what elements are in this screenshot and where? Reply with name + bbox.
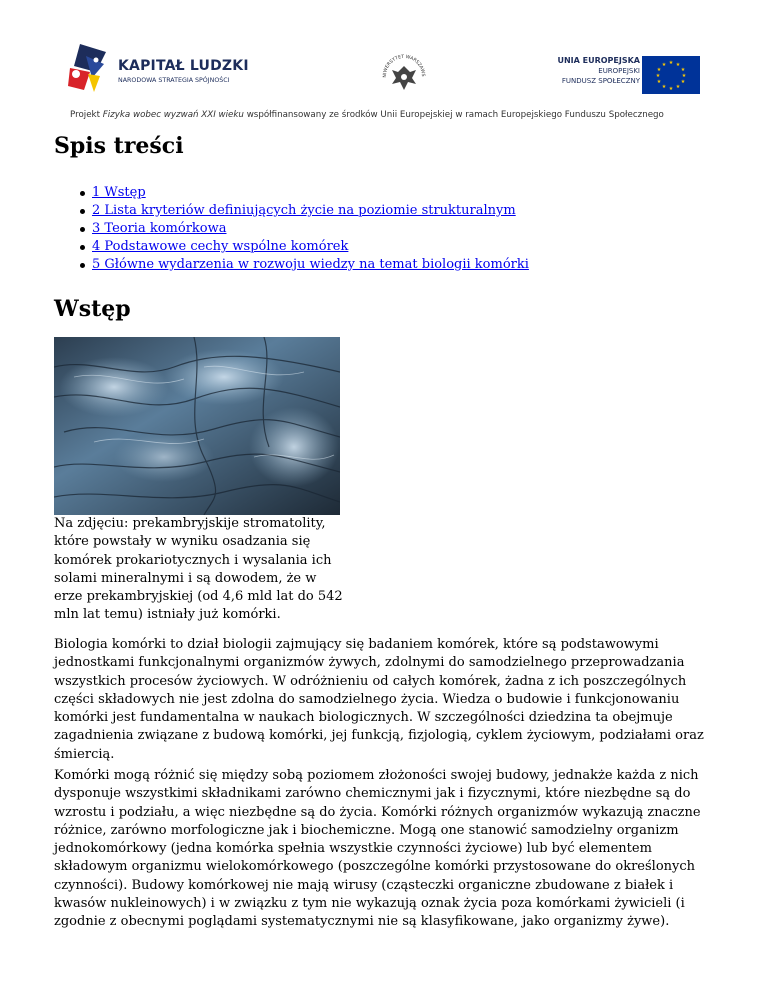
svg-text:★: ★ xyxy=(656,79,662,85)
svg-text:★: ★ xyxy=(661,62,667,68)
photo-caption: Na zdjęciu: prekambryjskije stromatolity, które powstały w wyniku osadzania się komórek prokariotycznych i wysalania ich solami mineralnymi i są dowodem, że w erze prekambryjskiej (od 4,6 mld lat do 542 mln lat temu) istniały już komórki. xyxy=(54,516,343,623)
svg-text:★: ★ xyxy=(675,62,681,68)
university-seal-text: NIWERSYTET WARSZAWS xyxy=(382,54,426,78)
svg-text:★: ★ xyxy=(655,73,661,79)
eu-fund-logo xyxy=(548,56,700,94)
section-title-wstep: Wstęp xyxy=(54,296,131,322)
kapital-ludzki-flag-icon xyxy=(66,42,110,94)
svg-text:★: ★ xyxy=(656,67,662,73)
university-seal-icon xyxy=(378,50,430,102)
svg-text:★: ★ xyxy=(680,67,686,73)
project-funding-line: Projekt Fizyka wobec wyzwań XXI wieku współfinansowany ze środków Unii Europejskiej w ramach Europejskiego Funduszu Społecznego xyxy=(70,110,664,120)
table-of-contents xyxy=(54,184,529,274)
toc-link-lista-kryteriow[interactable]: 2 Lista kryteriów definiujących życie na poziomie strukturalnym xyxy=(92,203,516,218)
eu-flag-icon xyxy=(642,56,700,94)
eu-fund-line2: FUNDUSZ SPOŁECZNY xyxy=(561,77,640,85)
toc-item xyxy=(92,220,529,238)
toc-item xyxy=(92,202,529,220)
toc-item xyxy=(92,238,529,256)
toc-link-podstawowe-cechy[interactable]: 4 Podstawowe cechy wspólne komórek xyxy=(92,239,349,254)
toc-link-teoria-komorkowa[interactable]: 3 Teoria komórkowa xyxy=(92,221,227,236)
kapital-ludzki-title: KAPITAŁ LUDZKI xyxy=(118,58,249,74)
toc-item xyxy=(92,184,529,202)
svg-text:★: ★ xyxy=(668,60,674,66)
svg-text:★: ★ xyxy=(681,73,687,79)
intro-paragraph-1: Biologia komórki to dział biologii zajmujący się badaniem komórek, które są podstawowymi jednostkami funkcjonalnymi organizmów żywych, zdolnymi do samodzielnego przeprowadzania wszystkich procesów życiowych. W odróżnieniu od całych komórek, żadna z ich poszczególnych części składowych nie jest zdolna do samodzielnego życia. Wiedza o budowie i funkcjonowaniu komórki jest fundamentalna w naukach biologicznych. W szczególności dziedzina ta obejmuje zagadnienia związane z budową komórki, jej funkcją, fizjologią, cyklem życiowym, podziałami oraz śmiercią. xyxy=(54,637,704,762)
eu-title: UNIA EUROPEJSKA xyxy=(557,56,640,65)
intro-paragraph-2: Komórki mogą różnić się między sobą poziomem złożoności swojej budowy, jednakże każda z nich dysponuje wszystkimi składnikami zarówno chemicznymi jak i fizycznymi, które niezbędne są do wzrostu i podziału, a więc niezbędne są do życia. Komórki różnych organizmów wykazują znaczne różnice, zarówno morfologiczne jak i biochemiczne. Mogą one stanowić samodzielny organizm jednokomórkowy (jedna komórka spełnia wszystkie czynności życiowe) lub być elementem składowym organizmu wielokomórkowego (poszczególne komórki przystosowane do określonych czynności). Budowy komórkowej nie mają wirusy (cząsteczki organiczne zbudowane z białek i kwasów nukleinowych) i w związku z tym nie wykazują oznak życia poza komórkami żywicieli (i zgodnie z obecnymi poglądami systematycznymi nie są klasyfikowane, jako organizmy żywe). xyxy=(54,768,701,930)
project-title: Fizyka wobec wyzwań XXI wieku xyxy=(102,110,244,120)
toc-link-glowne-wydarzenia[interactable]: 5 Główne wydarzenia w rozwoju wiedzy na temat biologii komórki xyxy=(92,257,529,272)
kapital-ludzki-subtitle: NARODOWA STRATEGIA SPÓJNOŚCI xyxy=(118,77,230,84)
svg-text:★: ★ xyxy=(661,84,667,90)
toc-item xyxy=(92,256,529,274)
toc-title: Spis treści xyxy=(54,133,184,159)
page-header xyxy=(0,0,768,130)
toc-link-wstep[interactable]: 1 Wstęp xyxy=(92,185,146,200)
eu-fund-line1: EUROPEJSKI xyxy=(598,67,640,75)
svg-text:★: ★ xyxy=(675,84,681,90)
kapital-ludzki-logo xyxy=(66,42,256,94)
svg-text:★: ★ xyxy=(668,86,674,92)
stromatolite-photo xyxy=(54,337,340,515)
svg-text:★: ★ xyxy=(680,79,686,85)
